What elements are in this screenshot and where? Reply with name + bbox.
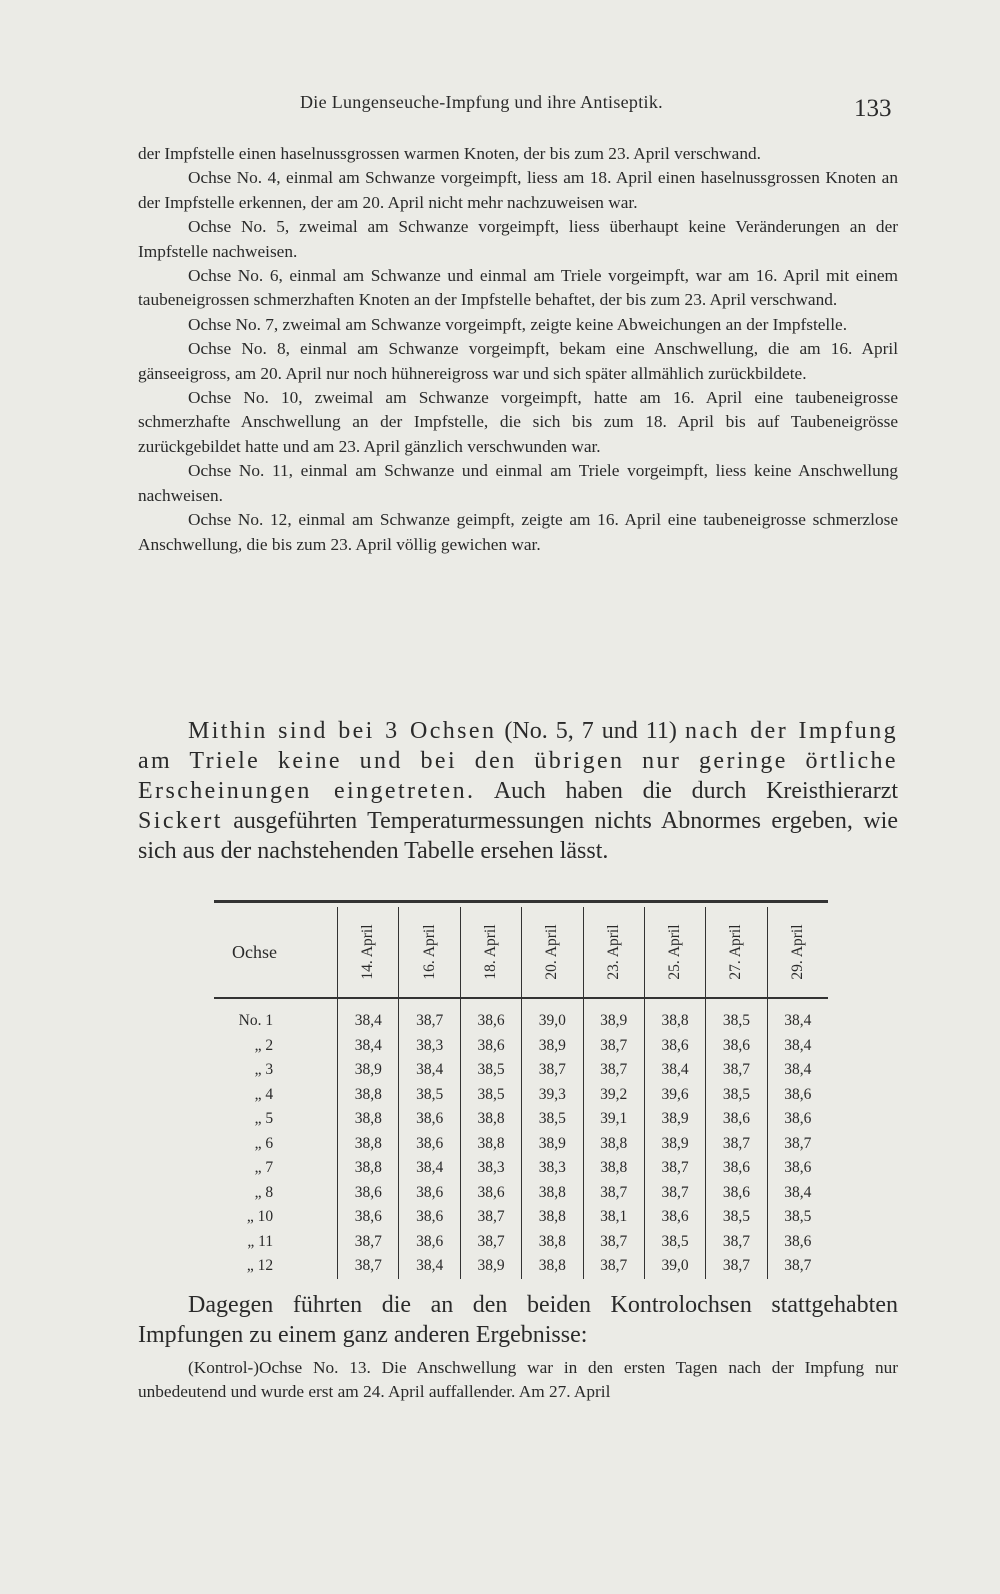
- temperature-cell: 38,5: [644, 1230, 705, 1255]
- temperature-cell: 38,4: [399, 1156, 460, 1181]
- table-row: [214, 998, 828, 1034]
- temperature-cell: 38,7: [583, 1181, 644, 1206]
- temperature-cell: 38,6: [706, 1181, 767, 1206]
- temperature-cell: 38,4: [399, 1254, 460, 1279]
- row-label: „ 7: [254, 1159, 274, 1177]
- table-body: [214, 998, 828, 1279]
- summary-spaced-text: nach der Impfung am Triele keine und bei den übrigen nur geringe örtliche Erscheinungen eingetreten.: [138, 718, 898, 804]
- temperature-cell: 38,6: [338, 1205, 399, 1230]
- row-label: „ 3: [254, 1061, 274, 1079]
- closing-paragraph: [138, 1290, 898, 1350]
- temperature-cell: 38,6: [399, 1230, 460, 1255]
- body-text: [138, 142, 898, 557]
- paragraph: Ochse No. 5, zweimal am Schwanze vorgeimpft, liess überhaupt keine Veränderungen an der Impfstelle nachweisen.: [138, 217, 898, 261]
- column-header-date: 25. April: [644, 907, 705, 998]
- column-header-date: 27. April: [706, 907, 767, 998]
- paragraph: Ochse No. 6, einmal am Schwanze und einmal am Triele vorgeimpft, war am 16. April mit einem taubeneigrossen schmerzhaften Knoten an der Impfstelle behaftet, der bis zum 23. April verschwand.: [138, 266, 898, 310]
- temperature-cell: 38,9: [522, 1034, 583, 1059]
- row-label: „ 10: [246, 1208, 274, 1226]
- temperature-cell: 38,6: [399, 1181, 460, 1206]
- row-label: „ 6: [254, 1134, 274, 1152]
- temperature-cell: 38,5: [706, 1205, 767, 1230]
- temperature-cell: 38,9: [583, 998, 644, 1034]
- column-header-date: 16. April: [399, 907, 460, 998]
- temperature-cell: 38,6: [767, 1230, 828, 1255]
- temperature-cell: 38,4: [399, 1058, 460, 1083]
- temperature-cell: 38,7: [399, 998, 460, 1034]
- table-row: [214, 1254, 828, 1279]
- temperature-cell: 38,6: [460, 1181, 521, 1206]
- temperature-cell: 38,5: [706, 998, 767, 1034]
- summary-spaced-text: Mithin sind bei 3 Ochsen: [188, 718, 497, 744]
- temperature-cell: 38,3: [522, 1156, 583, 1181]
- temperature-cell: 38,8: [338, 1083, 399, 1108]
- temperature-cell: 38,8: [522, 1254, 583, 1279]
- temperature-cell: 38,5: [767, 1205, 828, 1230]
- table-row: [214, 1107, 828, 1132]
- temperature-cell: 38,8: [460, 1132, 521, 1157]
- temperature-cell: 38,1: [583, 1205, 644, 1230]
- temperature-cell: 38,7: [338, 1230, 399, 1255]
- temperature-cell: 38,9: [644, 1132, 705, 1157]
- temperature-cell: 38,3: [399, 1034, 460, 1059]
- table-row: [214, 1205, 828, 1230]
- table-row: [214, 1230, 828, 1255]
- paragraph: Ochse No. 7, zweimal am Schwanze vorgeimpft, zeigte keine Abweichungen an der Impfstelle.: [188, 314, 848, 334]
- temperature-cell: 39,1: [583, 1107, 644, 1132]
- temperature-cell: 38,7: [583, 1058, 644, 1083]
- summary-text: (No. 5, 7 und 11): [496, 718, 685, 744]
- temperature-cell: 38,9: [522, 1132, 583, 1157]
- temperature-cell: 38,9: [338, 1058, 399, 1083]
- temperature-cell: 38,6: [644, 1034, 705, 1059]
- temperature-cell: 38,8: [583, 1156, 644, 1181]
- temperature-cell: 38,7: [522, 1058, 583, 1083]
- temperature-cell: 38,4: [767, 1058, 828, 1083]
- temperature-cell: 38,6: [706, 1034, 767, 1059]
- temperature-cell: 38,4: [338, 998, 399, 1034]
- page-number: 133: [854, 95, 892, 122]
- temperature-cell: 38,7: [338, 1254, 399, 1279]
- table-header-row: [214, 907, 828, 998]
- row-label: „ 2: [254, 1036, 274, 1054]
- table-row: [214, 1181, 828, 1206]
- row-label: „ 12: [246, 1257, 274, 1275]
- paragraph: der Impfstelle einen haselnussgrossen warmen Knoten, der bis zum 23. April verschwand.: [138, 144, 761, 163]
- temperature-cell: 38,9: [460, 1254, 521, 1279]
- temperature-cell: 38,6: [706, 1156, 767, 1181]
- temperature-cell: 38,7: [706, 1132, 767, 1157]
- row-label: No. 1: [238, 1012, 274, 1030]
- temperature-cell: 38,6: [399, 1132, 460, 1157]
- temperature-cell: 38,8: [338, 1156, 399, 1181]
- paragraph: Ochse No. 12, einmal am Schwanze geimpft, zeigte am 16. April eine taubeneigrosse schmerzlose Anschwellung, die bis zum 23. April völlig gewichen war.: [138, 510, 898, 554]
- closing-small-text: (Kontrol-)Ochse No. 13. Die Anschwellung war in den ersten Tagen nach der Impfung nur unbedeutend und wurde erst am 24. April auffallender. Am 27. April: [138, 1358, 898, 1402]
- temperature-cell: 38,4: [767, 1034, 828, 1059]
- closing-large-text: Dagegen führten die an den beiden Kontrolochsen stattgehabten Impfungen zu einem ganz anderen Ergebnisse:: [138, 1292, 898, 1348]
- temperature-cell: 38,8: [338, 1132, 399, 1157]
- paragraph: Ochse No. 10, zweimal am Schwanze vorgeimpft, hatte am 16. April eine taubeneigrosse schmerzhafte Anschwellung an der Impfstelle, die sich bis zum 18. April bis auf Taubeneigrösse zurückgebildet hatte und am 23. April gänzlich verschwunden war.: [138, 388, 898, 456]
- temperature-cell: 38,3: [460, 1156, 521, 1181]
- temperature-cell: 38,8: [644, 998, 705, 1034]
- temperature-cell: 38,6: [460, 998, 521, 1034]
- temperature-cell: 38,6: [767, 1083, 828, 1108]
- temperature-cell: 38,7: [706, 1230, 767, 1255]
- temperature-cell: 38,7: [583, 1254, 644, 1279]
- temperature-cell: 39,0: [644, 1254, 705, 1279]
- temperature-cell: 38,6: [767, 1156, 828, 1181]
- temperature-cell: 39,0: [522, 998, 583, 1034]
- column-header-ochse: Ochse: [214, 907, 338, 998]
- temperature-cell: 38,8: [338, 1107, 399, 1132]
- temperature-cell: 38,8: [522, 1230, 583, 1255]
- summary-text: ausgeführten Temperaturmessungen nichts Abnormes ergeben, wie sich aus der nachstehenden Tabelle ersehen lässt.: [138, 808, 898, 864]
- temperature-cell: 38,6: [399, 1205, 460, 1230]
- column-header-date: 14. April: [338, 907, 399, 998]
- table-row: [214, 1034, 828, 1059]
- temperature-cell: 38,7: [644, 1156, 705, 1181]
- temperature-cell: 38,8: [460, 1107, 521, 1132]
- summary-text: Auch haben die durch Kreisthierarzt: [475, 778, 899, 804]
- temperature-cell: 39,2: [583, 1083, 644, 1108]
- temperature-cell: 38,6: [399, 1107, 460, 1132]
- table-row: [214, 1083, 828, 1108]
- temperature-table: [214, 900, 828, 1279]
- temperature-cell: 38,7: [460, 1230, 521, 1255]
- temperature-cell: 38,7: [583, 1034, 644, 1059]
- table-row: [214, 1132, 828, 1157]
- running-head: Die Lungenseuche-Impfung und ihre Antiseptik.: [300, 92, 663, 112]
- temperature-cell: 38,8: [522, 1181, 583, 1206]
- column-header-date: 29. April: [767, 907, 828, 998]
- temperature-cell: 38,5: [460, 1083, 521, 1108]
- closing-small-paragraph: [138, 1356, 898, 1405]
- temperature-cell: 38,5: [706, 1083, 767, 1108]
- paragraph: Ochse No. 4, einmal am Schwanze vorgeimpft, liess am 18. April einen haselnussgrossen Knoten an der Impfstelle erkennen, der am 20. April nicht mehr nachzuweisen war.: [138, 168, 898, 212]
- temperature-cell: 38,6: [644, 1205, 705, 1230]
- temperature-cell: 38,5: [399, 1083, 460, 1108]
- table-row: [214, 1058, 828, 1083]
- column-header-date: 18. April: [460, 907, 521, 998]
- column-header-date: 23. April: [583, 907, 644, 998]
- temperature-cell: 38,7: [460, 1205, 521, 1230]
- temperature-grid: [214, 907, 828, 1279]
- temperature-cell: 38,4: [338, 1034, 399, 1059]
- temperature-cell: 38,7: [644, 1181, 705, 1206]
- temperature-cell: 38,5: [522, 1107, 583, 1132]
- temperature-cell: 38,6: [767, 1107, 828, 1132]
- summary-spaced-text: Sickert: [138, 808, 223, 834]
- row-label: „ 4: [254, 1085, 274, 1103]
- temperature-cell: 38,7: [706, 1254, 767, 1279]
- temperature-cell: 38,7: [706, 1058, 767, 1083]
- row-label: „ 5: [254, 1110, 274, 1128]
- summary-paragraph: [138, 716, 898, 866]
- temperature-cell: 39,6: [644, 1083, 705, 1108]
- temperature-cell: 38,4: [644, 1058, 705, 1083]
- table-top-rule: [214, 900, 828, 903]
- temperature-cell: 38,9: [644, 1107, 705, 1132]
- temperature-cell: 38,5: [460, 1058, 521, 1083]
- temperature-cell: 38,8: [522, 1205, 583, 1230]
- row-label: „ 8: [254, 1183, 274, 1201]
- temperature-cell: 38,7: [767, 1254, 828, 1279]
- temperature-cell: 38,6: [460, 1034, 521, 1059]
- temperature-cell: 38,7: [583, 1230, 644, 1255]
- paragraph: Ochse No. 11, einmal am Schwanze und einmal am Triele vorgeimpft, liess keine Anschwellung nachweisen.: [138, 461, 898, 505]
- temperature-cell: 38,6: [706, 1107, 767, 1132]
- temperature-cell: 38,4: [767, 998, 828, 1034]
- temperature-cell: 38,7: [767, 1132, 828, 1157]
- table-row: [214, 1156, 828, 1181]
- row-label: „ 11: [247, 1232, 274, 1250]
- paragraph: Ochse No. 8, einmal am Schwanze vorgeimpft, bekam eine Anschwellung, die am 16. April gänseeigross, am 20. April nur noch hühnereigross war und sich später allmählich zurückbildete.: [138, 339, 898, 383]
- temperature-cell: 38,4: [767, 1181, 828, 1206]
- temperature-cell: 38,6: [338, 1181, 399, 1206]
- column-header-date: 20. April: [522, 907, 583, 998]
- temperature-cell: 39,3: [522, 1083, 583, 1108]
- temperature-cell: 38,8: [583, 1132, 644, 1157]
